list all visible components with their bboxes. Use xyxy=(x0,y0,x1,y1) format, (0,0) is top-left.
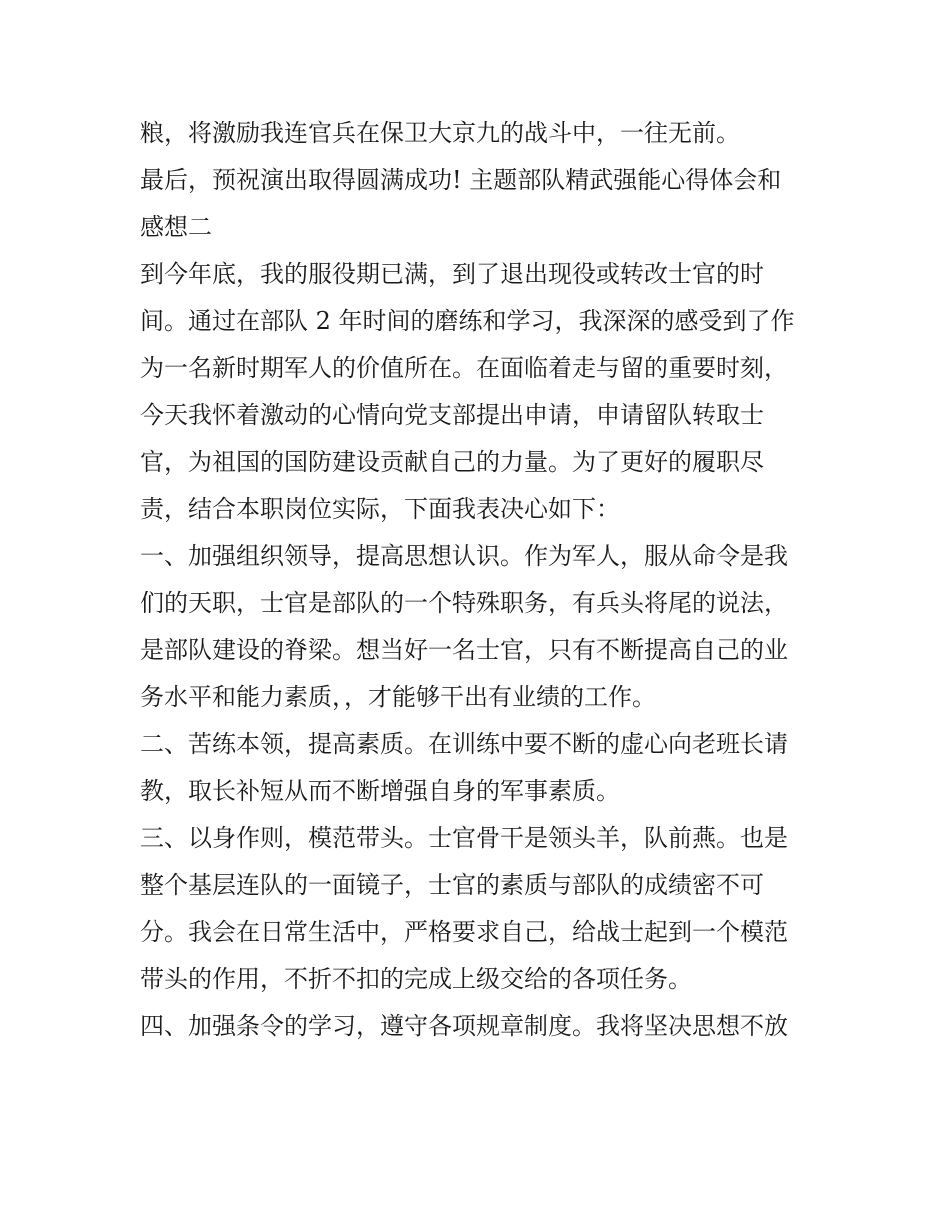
text-line: 到今年底，我的服役期已满，到了退出现役或转改士官的时 xyxy=(140,260,764,288)
text-line: 最后，预祝演出取得圆满成功! 主题部队精武强能心得体会和 xyxy=(140,166,782,194)
text-line: 务水平和能力素质，，才能够干出有业绩的工作。 xyxy=(140,683,656,711)
text-line: 分。我会在日常生活中，严格要求自己，给战士起到一个模范 xyxy=(140,918,788,946)
text-line: 感想二 xyxy=(140,213,212,241)
text-line: 一、加强组织领导，提高思想认识。作为军人，服从命令是我 xyxy=(140,542,788,570)
text-line: 整个基层连队的一面镜子，士官的素质与部队的成绩密不可 xyxy=(140,871,764,899)
text-line: 间。通过在部队 2 年时间的磨练和学习，我深深的感受到了作 xyxy=(140,307,795,335)
text-line: 教，取长补短从而不断增强自身的军事素质。 xyxy=(140,777,620,805)
text-line: 官，为祖国的国防建设贡献自己的力量。为了更好的履职尽 xyxy=(140,448,764,476)
body-text xyxy=(140,110,820,1050)
text-line: 今天我怀着激动的心情向党支部提出申请，申请留队转取士 xyxy=(140,401,764,429)
text-line: 粮，将激励我连官兵在保卫大京九的战斗中，一往无前。 xyxy=(140,119,740,147)
text-line: 二、苦练本领，提高素质。在训练中要不断的虚心向老班长请 xyxy=(140,730,788,758)
text-line: 责，结合本职岗位实际，下面我表决心如下： xyxy=(140,495,620,523)
text-line: 们的天职，士官是部队的一个特殊职务，有兵头将尾的说法， xyxy=(140,589,788,617)
text-line: 四、加强条令的学习，遵守各项规章制度。我将坚决思想不放 xyxy=(140,1012,788,1040)
text-line: 是部队建设的脊梁。想当好一名士官，只有不断提高自己的业 xyxy=(140,636,788,664)
text-line: 带头的作用，不折不扣的完成上级交给的各项任务。 xyxy=(140,965,692,993)
text-line: 三、以身作则，模范带头。士官骨干是领头羊，队前燕。也是 xyxy=(140,824,788,852)
text-line: 为一名新时期军人的价值所在。在面临着走与留的重要时刻， xyxy=(140,354,788,382)
